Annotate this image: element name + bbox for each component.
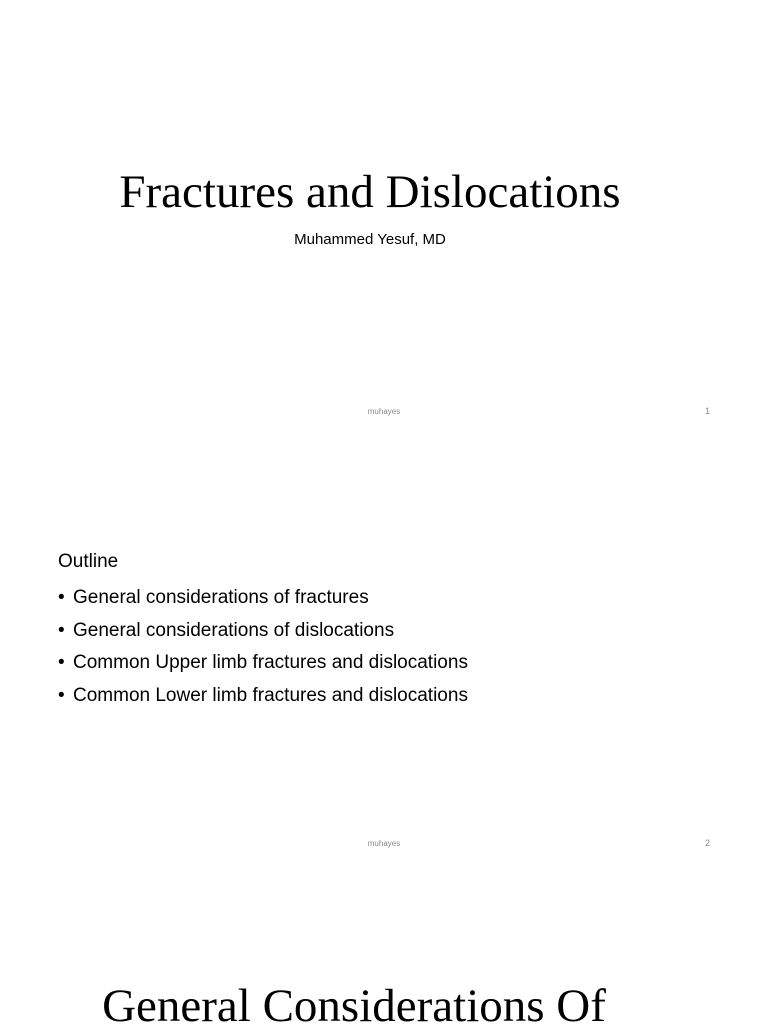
slide-page-number: 1	[704, 406, 710, 416]
slide-3	[0, 864, 768, 1024]
bullet-icon: •	[58, 684, 65, 706]
list-item	[58, 680, 468, 713]
slide-title: Fractures and Dislocations	[119, 166, 621, 218]
slide-1	[0, 0, 768, 432]
slide-2	[0, 432, 768, 864]
list-item	[58, 647, 468, 680]
bullet-icon: •	[58, 652, 65, 673]
list-item-text: General considerations of fractures	[73, 587, 369, 608]
outline-list	[58, 582, 468, 712]
slide-title: General Considerations Of	[102, 980, 606, 1024]
list-item	[58, 582, 468, 615]
list-item-text: Common Upper limb fractures and dislocations	[73, 652, 468, 673]
bullet-icon: •	[58, 587, 65, 608]
bullet-icon: •	[58, 619, 65, 641]
slide-footer: muhayes	[367, 839, 401, 848]
list-item-text: General considerations of dislocations	[73, 619, 395, 641]
outline-heading: Outline	[58, 551, 119, 572]
slide-footer: muhayes	[367, 407, 401, 416]
slide-page-number: 2	[704, 838, 710, 848]
list-item	[58, 615, 468, 648]
list-item-text: Common Lower limb fractures and dislocations	[73, 684, 468, 706]
slide-subtitle: Muhammed Yesuf, MD	[294, 231, 446, 248]
